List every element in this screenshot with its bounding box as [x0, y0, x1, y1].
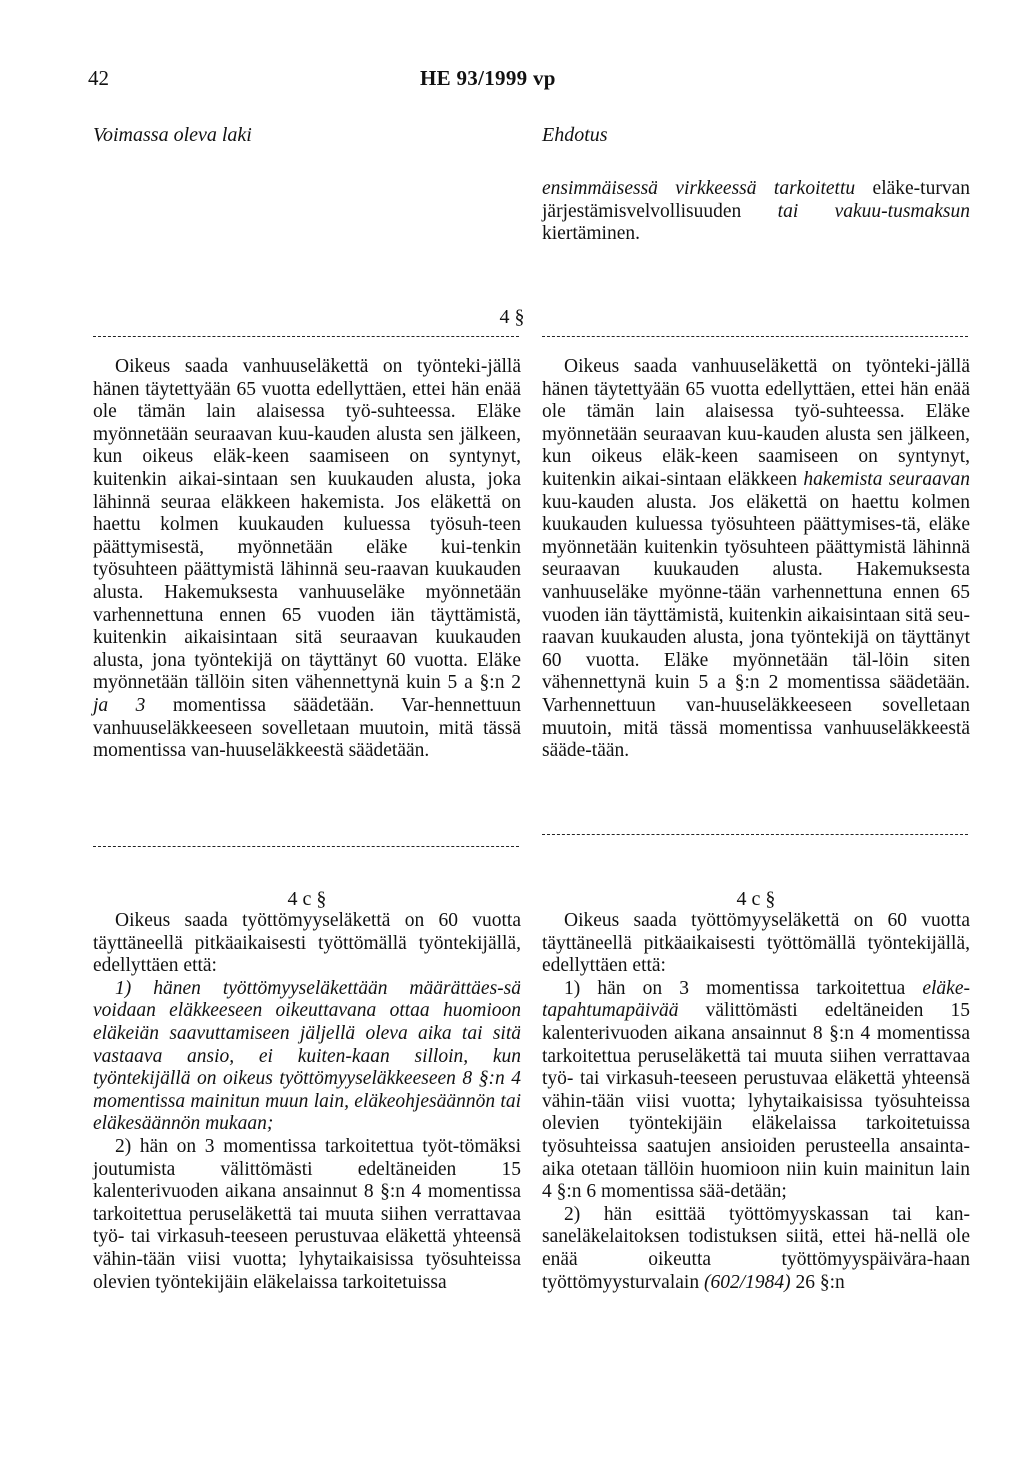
- proposal-intro-paragraph: [542, 178, 970, 246]
- s4c-right-p2-italic: eläke-tapahtumapäivää: [542, 977, 970, 1022]
- document-reference: HE 93/1999 vp: [420, 66, 556, 90]
- s4-left-italic: ja 3: [93, 694, 146, 716]
- section-4c-title-right: 4 c §: [736, 888, 776, 910]
- s4-left-tail: momentissa säädetään. Var-hennettuun vanhuuseläkkeeseen sovelletaan muutoin, mitä tässä momentissa van-huuseläkkeestä säädetään.: [93, 694, 522, 762]
- s4c-right-p3-italic: (602/1984): [703, 1271, 791, 1293]
- s4c-right-p2a: 1) hän on 3 momentissa tarkoitettua: [564, 977, 923, 999]
- s4c-right-p2b: välittömästi edeltäneiden 15 kalenterivuoden aikana ansainnut 8 §:n 4 momentissa tarkoitettua peruseläkettä tai muuta siihen verrattavaa työ- tai virkasuh-teeseen perustuvaa eläkettä yhteensä vähin-tään viisi vuotta; lyhytaikaisissa työsuhteissa olevien työntekijäin eläkelaissa tarkoitetuissa työsuhteissa saatujen ansioiden perusteella ansainta-aika otetaan tällöin huomioon niin kuin mainitun lain 4 §:n 6 momentissa sää-detään;: [542, 1000, 970, 1203]
- section-4-current-law-text: [93, 356, 521, 763]
- section-4-title: 4 §: [499, 306, 525, 328]
- section-4c-proposal-text: [542, 910, 970, 1294]
- intro-text-1: eläke-turvan järjestämisvelvollisuuden: [542, 178, 970, 222]
- omission-line: [93, 846, 519, 847]
- s4-left-text: Oikeus saada vanhuuseläkettä on työnteki-jällä hänen täytettyään 65 vuotta edellyttäen, ettei hän enää ole tämän lain alaisessa työ-suhteessa. Eläke myönnetään seuraavan kuu-kauden alusta sen jälkeen, kun oikeus eläk-keen saamiseen on syntynyt, kuitenkin aikai-sintaan sen kuukauden alusta, joka lähinnä seuraa eläkkeen hakemista. Jos eläkettä on haettu kolmen kuukauden kuluessa työsuh-teen päättymisestä, myönnetään eläke kui-tenkin työsuhteen päättymistä lähinnä seu-raavan kuukauden alusta. Hakemuksesta vanhuuseläke myönnetään varhennettuna ennen 65 vuoden iän täyttämistä, kuitenkin aikaisintaan sitä seuraavan kuukauden alusta, jona työntekijä on täyttänyt 60 vuotta. Eläke myönnetään tällöin siten vähennettynä kuin 5 a §:n 2: [93, 356, 521, 694]
- intro-italic-2: tai vakuu-tusmaksun: [777, 200, 970, 222]
- s4c-left-p3: 2) hän on 3 momentissa tarkoitettua työt-tömäksi joutumista välittömästi edeltäneiden 15 kalenterivuoden aikana ansainnut 8 §:n 4 momentissa tarkoitettua peruseläkettä tai muuta siihen verrattavaa työ- tai virkasuh-teeseen perustuvaa eläkettä yhteensä vähin-tään viisi vuotta; lyhytaikaisissa työsuhteissa olevien työntekijäin eläkelaissa tarkoitetuissa: [93, 1135, 521, 1293]
- omission-line: [93, 336, 519, 337]
- section-4-proposal-text: [542, 356, 970, 763]
- page-number: 42: [88, 66, 109, 90]
- section-4c-current-law-text: [93, 910, 521, 1294]
- s4-right-italic: hakemista seuraavan: [803, 468, 970, 490]
- s4-right-head: Oikeus saada vanhuuseläkettä on työnteki-jällä hänen täytettyään 65 vuotta edellyttäen, ettei hän enää ole tämän lain alaisessa työ-suhteessa. Eläke myönnetään seuraavan kuu-kauden alusta sen jälkeen, kun oikeus eläk-keen saamiseen on syntynyt, kuitenkin aikai-sintaan eläkkeen: [542, 356, 970, 490]
- intro-text-2: kiertäminen.: [542, 223, 641, 245]
- omission-line: [542, 336, 968, 337]
- column-heading-current-law: Voimassa oleva laki: [93, 124, 252, 146]
- s4c-right-p3b: 26 §:n: [790, 1271, 845, 1293]
- s4c-left-p2: 1) hänen työttömyyseläkettään määrättäes-sä voidaan eläkkeeseen oikeuttavana ottaa huomioon eläkeiän saavuttamiseen jäljellä oleva aika tai sitä vastaava ansio, ei kuiten-kaan silloin, kun työntekijällä on oikeus työttömyyseläkkeeseen 8 §:n 4 momentissa mainitun muun lain, eläkeohjesäännön tai eläkesäännön mukaan;: [93, 977, 521, 1135]
- section-4c-title-left: 4 c §: [287, 888, 327, 910]
- s4c-right-p3a: 2) hän esittää työttömyyskassan tai kan-saneläkelaitoksen todistuksen siitä, ettei hä-nellä ole enää oikeutta työttömyyspäivära-haan työttömyysturvalain: [542, 1203, 970, 1293]
- s4c-right-p1: Oikeus saada työttömyyseläkettä on 60 vuotta täyttäneellä pitkäaikaisesti työttömällä työntekijällä, edellyttäen että:: [542, 910, 970, 977]
- omission-line: [542, 834, 968, 835]
- column-heading-proposal: Ehdotus: [542, 124, 608, 146]
- s4-right-tail: kuu-kauden alusta. Jos eläkettä on haettu kolmen kuukauden kuluessa työsuhteen päättymises-tä, eläke myönnetään kuitenkin työsuhteen päättymistä lähinnä seuraavan kuukauden alusta. Hakemuksesta vanhuuseläke myönne-tään varhennettuna ennen 65 vuoden iän täyttämistä, kuitenkin aikaisintaan sitä seu-raavan kuukauden alusta, jona työntekijä on täyttänyt 60 vuotta. Eläke myönnetään täl-löin siten vähennettynä kuin 5 a §:n 2 momentissa säädetään. Varhennettuun van-huuseläkkeeseen sovelletaan muutoin, mitä tässä momentissa vanhuuseläkkeestä sääde-tään.: [542, 491, 970, 762]
- s4c-left-p1: Oikeus saada työttömyyseläkettä on 60 vuotta täyttäneellä pitkäaikaisesti työttömällä työntekijällä, edellyttäen että:: [93, 910, 521, 977]
- intro-italic-1: ensimmäisessä virkkeessä tarkoitettu: [542, 178, 856, 199]
